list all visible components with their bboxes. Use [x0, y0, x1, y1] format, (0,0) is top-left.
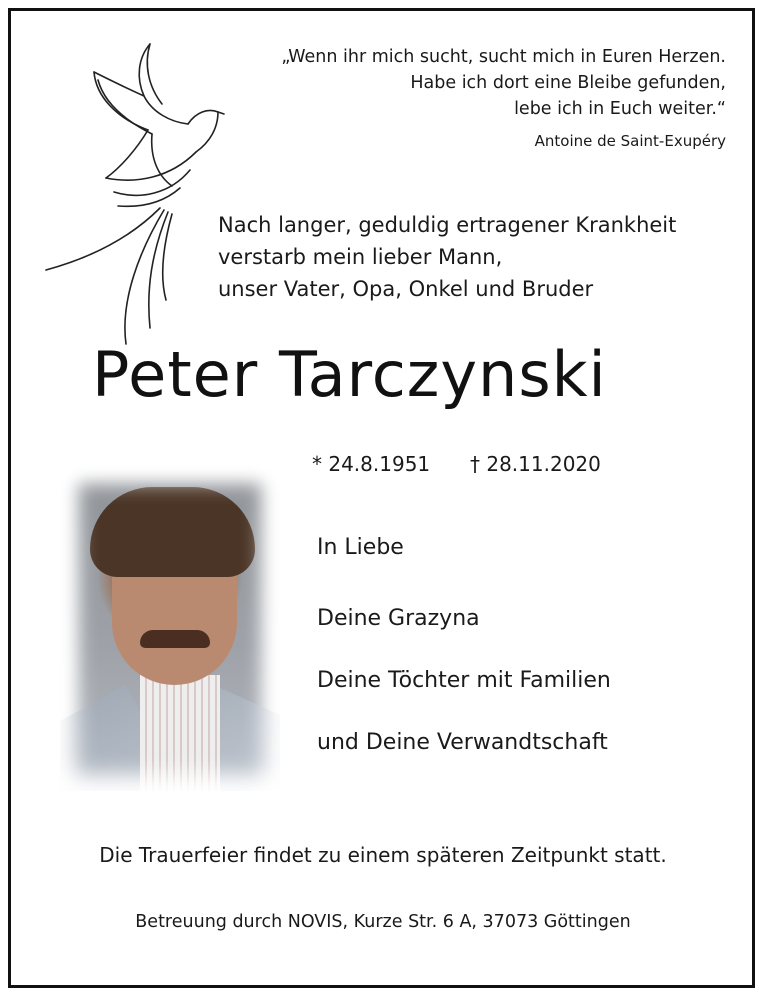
portrait-photo [52, 455, 288, 801]
service-note: Die Trauerfeier findet zu einem späteren Zeitpunkt statt. [99, 843, 667, 867]
death-date: † 28.11.2020 [470, 452, 601, 476]
signoff-line-1: In Liebe [317, 535, 404, 560]
deceased-name: Peter Tarczynski [92, 338, 607, 411]
signoff-line-2: Deine Grazyna [317, 606, 480, 631]
intro-line-2: verstarb mein lieber Mann, [218, 245, 503, 269]
dove-icon [40, 38, 230, 348]
signoff-line-3: Deine Töchter mit Familien [317, 668, 611, 693]
quote-line-2: Habe ich dort eine Bleibe gefunden, [410, 73, 726, 93]
intro-line-1: Nach langer, geduldig ertragener Krankheit [218, 213, 677, 237]
quote-author: Antoine de Saint-Exupéry [534, 132, 726, 150]
quote-line-3: lebe ich in Euch weiter.“ [514, 99, 726, 119]
undertaker-note: Betreuung durch NOVIS, Kurze Str. 6 A, 37073 Göttingen [135, 912, 631, 932]
quote-line-1: „Wenn ihr mich sucht, sucht mich in Euren Herzen. [281, 47, 726, 67]
birth-date: * 24.8.1951 [312, 452, 431, 476]
intro-line-3: unser Vater, Opa, Onkel und Bruder [218, 277, 594, 301]
signoff-line-4: und Deine Verwandtschaft [317, 730, 608, 755]
